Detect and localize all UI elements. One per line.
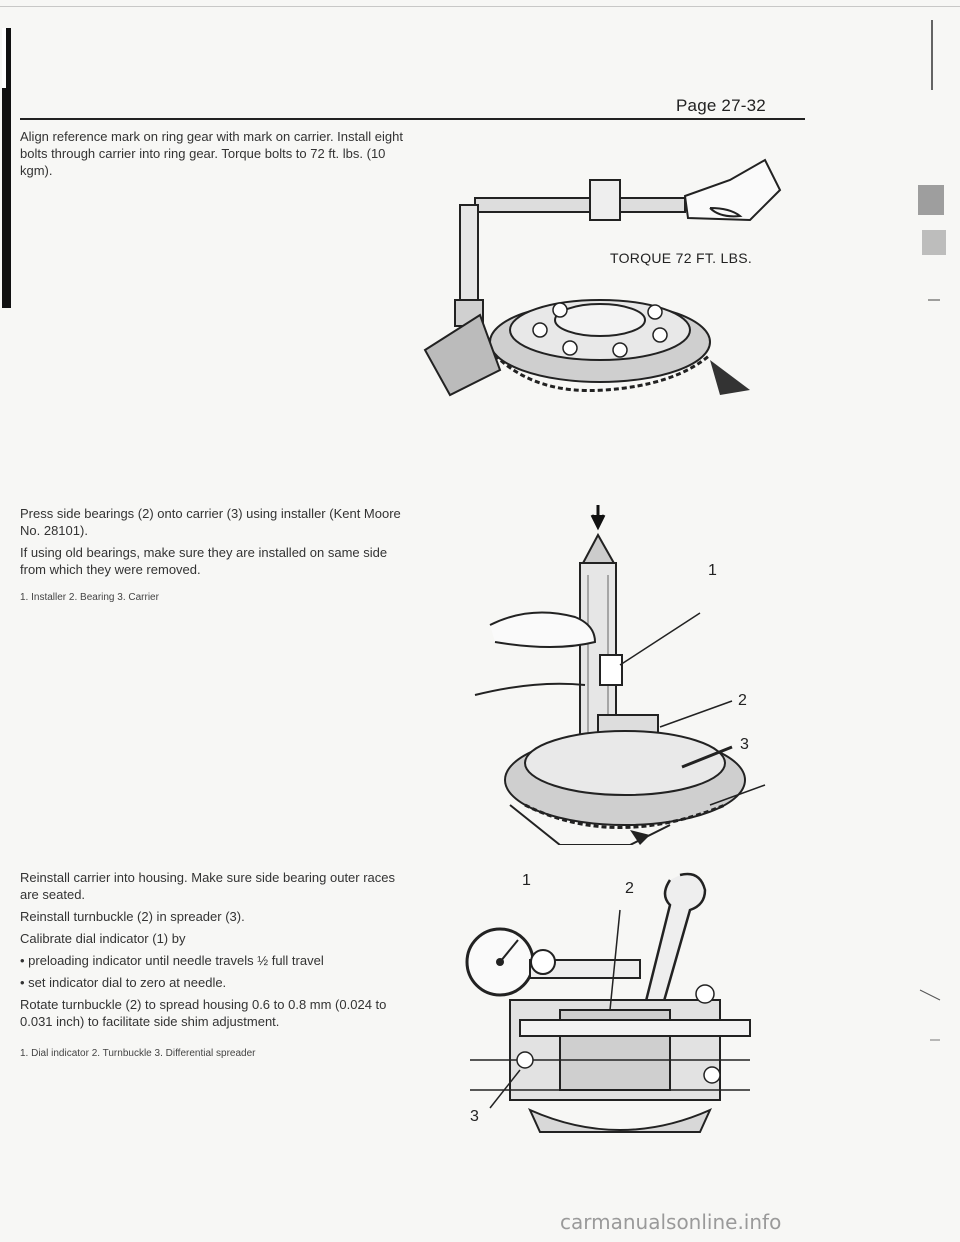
calibrate-bullet-1: • preloading indicator until needle travels ½ full travel xyxy=(20,953,324,968)
side-bearing-instructions: Press side bearings (2) onto carrier (3) using installer (Kent Moore No. 28101). xyxy=(20,506,401,538)
scan-edge-line xyxy=(0,6,960,7)
spreader-figure-caption: 1. Dial indicator 2. Turnbuckle 3. Differential spreader xyxy=(20,1048,256,1059)
rotate-turnbuckle-instructions: Rotate turnbuckle (2) to spread housing 0.6 to 0.8 mm (0.024 to 0.031 inch) to facilitate side shim adjustment. xyxy=(20,997,387,1029)
bearing-figure-caption: 1. Installer 2. Bearing 3. Carrier xyxy=(20,592,159,603)
reinstall-carrier-instructions: Reinstall carrier into housing. Make sure side bearing outer races are seated. xyxy=(20,870,396,902)
bearing-installer-illustration xyxy=(470,505,800,845)
old-bearing-note: If using old bearings, make sure they are installed on same side from which they were removed. xyxy=(20,545,388,577)
page-number: Page 27-32 xyxy=(676,96,766,115)
watermark: carmanualsonline.info xyxy=(560,1210,782,1234)
header-rule xyxy=(20,118,805,120)
torque-figure-label: TORQUE 72 FT. LBS. xyxy=(610,250,753,266)
calibrate-indicator-instructions: Calibrate dial indicator (1) by xyxy=(20,931,186,946)
callout-1-installer: 1 xyxy=(708,562,717,579)
callout-3-carrier: 3 xyxy=(740,736,749,753)
calibrate-bullet-2: • set indicator dial to zero at needle. xyxy=(20,975,227,990)
torque-instructions: Align reference mark on ring gear with mark on carrier. Install eight bolts through carrier into ring gear. Torque bolts to 72 ft. lbs. (10 kgm). xyxy=(20,129,403,178)
differential-spreader-illustration xyxy=(450,870,770,1160)
reinstall-turnbuckle-instructions: Reinstall turnbuckle (2) in spreader (3). xyxy=(20,909,245,924)
binder-margin-gap xyxy=(2,28,6,88)
callout-3-spreader: 3 xyxy=(470,1108,479,1125)
callout-2-turnbuckle: 2 xyxy=(625,880,634,897)
callout-2-bearing: 2 xyxy=(738,692,747,709)
callout-1-dial-indicator: 1 xyxy=(522,872,531,889)
scan-margin-artifacts xyxy=(900,0,960,1242)
